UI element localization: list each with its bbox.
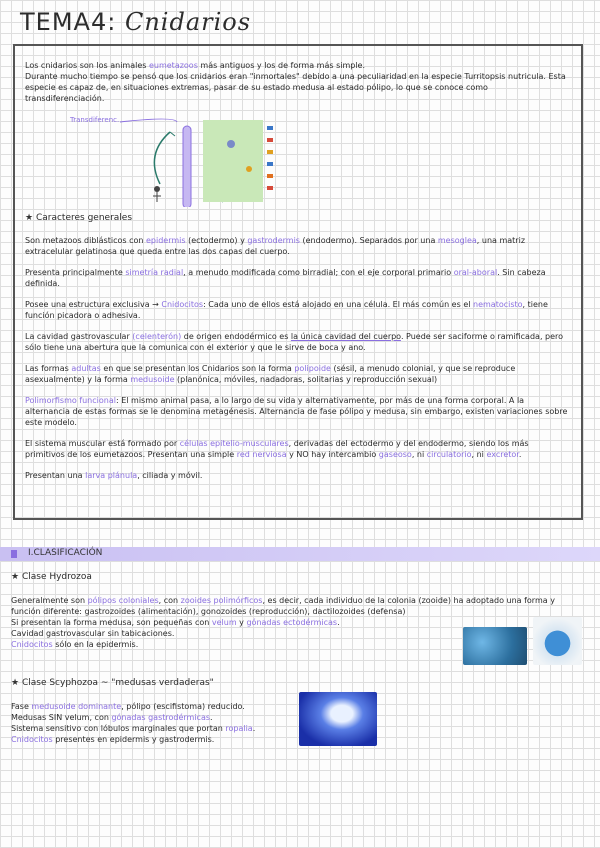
title-separator: : (107, 8, 117, 36)
lifecycle-illustration (25, 114, 275, 207)
transdifferentiation-diagram (25, 114, 569, 207)
hydrozoa-line-2: Si presentan la forma medusa, son pequeñas con velum y gónadas ectodérmicas. (11, 618, 340, 627)
scyphozoa-line-1: Fase medusoide dominante, pólipo (escifistoma) reducido. (11, 702, 245, 711)
bullet-icon (11, 550, 17, 558)
star-icon: ★ (11, 678, 20, 688)
intro-box (13, 44, 583, 520)
intro-paragraph-2: Durante mucho tiempo se pensó que los cnidarios eran "inmortales" debido a una peculiaridad en la especie Turritopsis nutricula. Esta especie es capaz de, en situaciones extremas, pasar de su estado medusa al estado pólipo, lo que se conoce como transdiferenciación. (25, 72, 566, 103)
star-icon: ★ (11, 572, 20, 582)
classification-label: I.CLASIFICACIÓN (28, 548, 103, 558)
general-paragraph-5: Las formas adultas en que se presentan los Cnidarios son la forma polipoide (sésil, a menudo colonial, y que se reproduce asexualmente) y la forma medusoide (planónica, móviles, nadadoras, solitarias y reproducción sexual) (25, 364, 516, 384)
scyphozoa-line-3: Sistema sensitivo con lóbulos marginales que portan ropalia. (11, 724, 256, 733)
title-main: TEMA4 (20, 8, 108, 36)
scyphozoa-line-4: Cnidocitos presentes en epidermis y gastrodermis. (11, 735, 215, 744)
general-paragraph-7: El sistema muscular está formado por células epitelio-musculares, derivadas del ectodermo y del endodermo, siendo los más primitivos de los eumetazoos. Presentan una simple red nerviosa y NO hay intercambio gaseoso, ni circulatorio, ni excretor. (25, 439, 529, 459)
scyphozoan-jellyfish-photo (299, 692, 377, 746)
hydrozoa-line-1: Generalmente son pólipos coloniales, con zooides polimórficos, es decir, cada individuo de la colonia (zooide) ha adoptado una forma y función diferente: gastrozoides (alimentación), gonozoides (reproducción), dactilozoides (defensa) (11, 596, 555, 616)
classification-banner (0, 547, 600, 561)
general-paragraph-8: Presentan una larva plánula, ciliada y móvil. (25, 471, 203, 480)
general-paragraph-1: Son metazoos diblásticos con epidermis (ectodermo) y gastrodermis (endodermo). Separados por una mesoglea, una matriz extracelular gelatinosa que queda entre las dos capas del cuerpo. (25, 236, 526, 256)
intro-paragraph-1: Los cnidarios son los animales eumetazoos más antiguos y los de forma más simple. Durante mucho tiempo se pensó que los cnidarios eran "inmortales" debido a una peculiaridad en la especie Turritopsis nutricula. Esta especie es capaz de, en situaciones extremas, pasar de su estado medusa al estado pólipo, lo que se conoce como transdiferenciación. (25, 61, 566, 103)
scyphozoa-heading: ★ Clase Scyphozoa ~ "medusas verdaderas" (11, 678, 214, 688)
general-paragraph-2: Presenta principalmente simetría radial, a menudo modificada como birradial; con el eje corporal primario oral-aboral. Sin cabeza definida. (25, 268, 546, 288)
hydromedusa-photo (533, 617, 582, 665)
hydrozoa-line-4: Cnidocitos sólo en la epidermis. (11, 640, 139, 649)
highlight-eumetazoos: eumetazoos (148, 61, 198, 70)
general-paragraph-4: La cavidad gastrovascular (celenterón) de origen endodérmico es la única cavidad del cuerpo. Puede ser saciforme o ramificada, pero sólo tiene una abertura que la comunica con el exterior y que le sirve de boca y ano. (25, 332, 564, 352)
diagram-label: Transdiferenc. (70, 116, 120, 124)
scyphozoa-section (11, 678, 296, 745)
coral-colony-photo (463, 627, 527, 665)
general-paragraph-6: Polimorfismo funcional: El mismo animal pasa, a lo largo de su vida y alternativamente, por más de una forma corporal. A la alternancia de estas formas se le denomina metagénesis. Alternancia de fase pólipo y medusa, sin embargo, existen variaciones sobre este modelo. (25, 396, 568, 427)
general-paragraph-3: Posee una estructura exclusiva → Cnidocitos: Cada uno de ellos está alojado en una célula. El más común es el nematocisto, tiene función picadora o adhesiva. (25, 300, 548, 320)
scyphozoa-line-2: Medusas SIN velum, con gónadas gastrodérmicas. (11, 713, 213, 722)
star-icon: ★ (25, 213, 34, 223)
hydrozoa-line-3: Cavidad gastrovascular sin tabicaciones. (11, 629, 175, 638)
general-heading: ★ Caracteres generales (25, 213, 133, 223)
page-title (20, 8, 251, 36)
title-sub: Cnidarios (124, 8, 252, 36)
hydrozoa-heading: ★ Clase Hydrozoa (11, 572, 92, 582)
